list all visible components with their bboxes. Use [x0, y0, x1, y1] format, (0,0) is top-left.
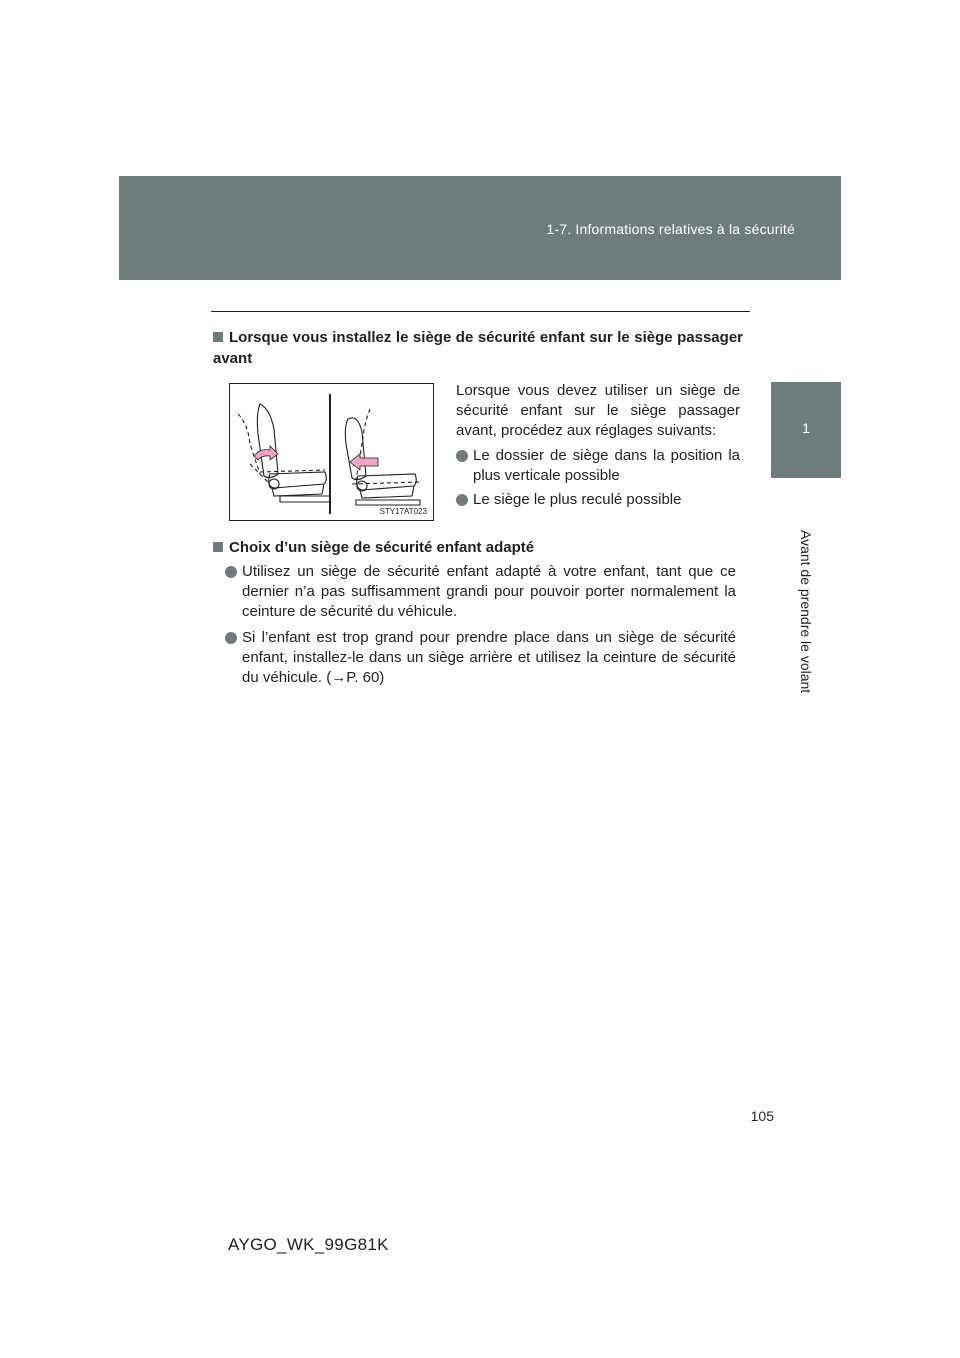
front-seat-bullet-1 [473, 446, 740, 486]
choice-bullet-2-text: Si l’enfant est trop grand pour prendre place dans un siège de sécurité enfant, installez-le dans un siège arrière et utilisez la ceinture de sécurité du véhicule. (→P. 60) [242, 629, 736, 686]
choice-bullet-1 [242, 562, 736, 622]
chapter-title-text: Avant de prendre le volant [798, 530, 814, 694]
section-header-title: 1-7. Informations relatives à la sécurité [546, 221, 795, 237]
chapter-number: 1 [802, 420, 810, 436]
front-seat-intro: Lorsque vous devez utiliser un siège de sécurité enfant sur le siège passager avant, procédez aux réglages suivants: [456, 382, 740, 439]
choice-bullet-2 [242, 628, 736, 688]
document-code: AYGO_WK_99G81K [228, 1235, 389, 1254]
section-title-choice-text: Choix d’un siège de sécurité enfant adapté [229, 539, 535, 556]
square-bullet-icon [213, 332, 223, 342]
section-title-choice [213, 537, 743, 558]
round-bullet-icon [225, 566, 237, 578]
round-bullet-icon [456, 450, 468, 462]
round-bullet-icon [456, 494, 468, 506]
figure-code: STY17AT023 [379, 507, 427, 516]
front-seat-bullet-2 [473, 490, 740, 510]
header-band [119, 176, 841, 280]
choice-bullet-1-text: Utilisez un siège de sécurité enfant adapté à votre enfant, tant que ce dernier n’a pas suffisamment grandi pour pouvoir porter normalement la ceinture de sécurité du véhicule. [242, 563, 736, 620]
top-divider [211, 311, 750, 312]
round-bullet-icon [225, 632, 237, 644]
seat-adjustment-illustration [230, 384, 433, 520]
section-title-front-seat-text: Lorsque vous installez le siège de sécurité enfant sur le siège passager avant [213, 329, 743, 367]
seat-adjustment-figure [229, 383, 434, 521]
front-seat-bullet-1-text: Le dossier de siège dans la position la plus verticale possible [473, 447, 740, 484]
chapter-tab [771, 382, 841, 478]
square-bullet-icon [213, 542, 223, 552]
page-number: 105 [750, 1108, 774, 1124]
section-title-front-seat [213, 327, 743, 369]
front-seat-bullet-2-text: Le siège le plus reculé possible [473, 491, 682, 508]
chapter-title-vertical [796, 530, 816, 694]
